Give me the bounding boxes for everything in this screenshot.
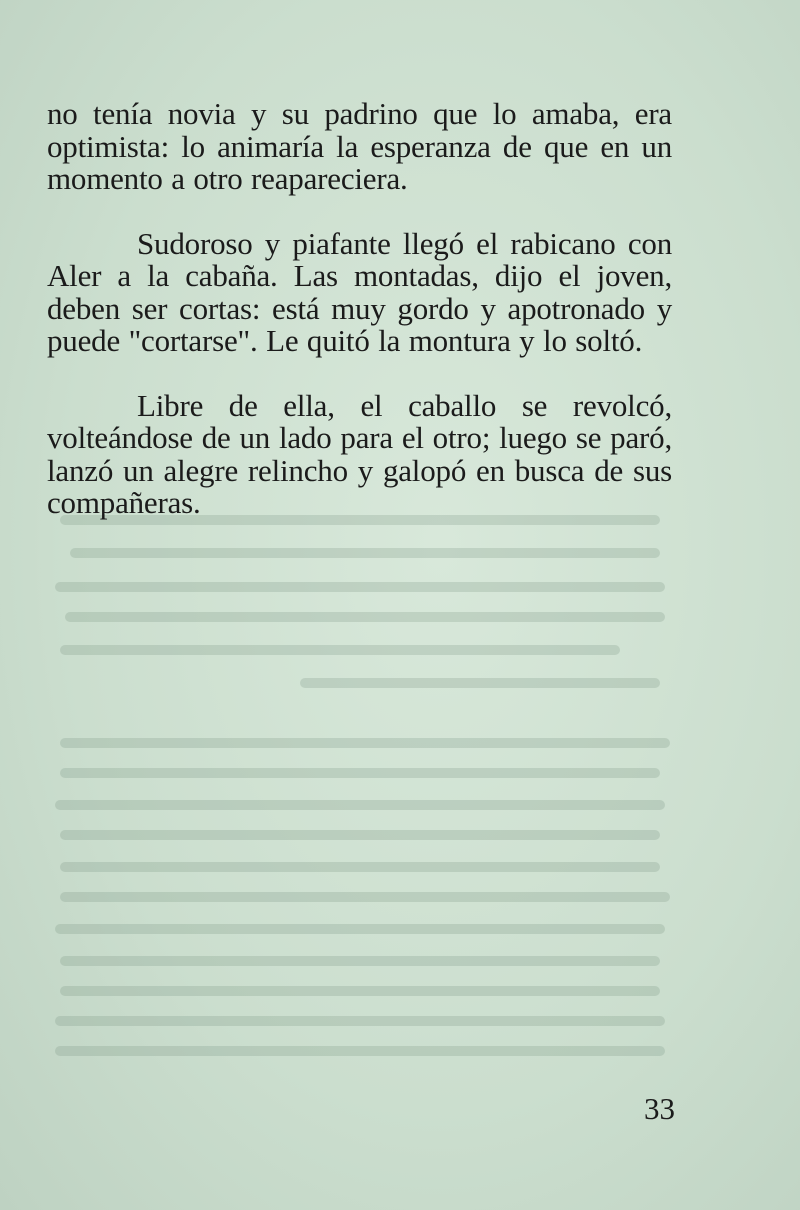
body-text bbox=[47, 98, 672, 520]
page-number: 33 bbox=[644, 1091, 675, 1126]
paragraph: Sudoroso y piafante llegó el rabicano con Aler a la cabaña. Las montadas, dijo el joven, deben ser cortas: está muy gordo y apotronado y puede "cortarse". Le quitó la montura y lo soltó. bbox=[47, 225, 672, 358]
paragraph: no tenía novia y su padrino que lo amaba, era optimista: lo animaría la esperanza de que en un momento a otro reapareciera. bbox=[47, 96, 672, 196]
paragraph: Libre de ella, el caballo se revolcó, volteándose de un lado para el otro; luego se paró, lanzó un alegre relincho y galopó en busca de sus compañeras. bbox=[47, 387, 672, 520]
